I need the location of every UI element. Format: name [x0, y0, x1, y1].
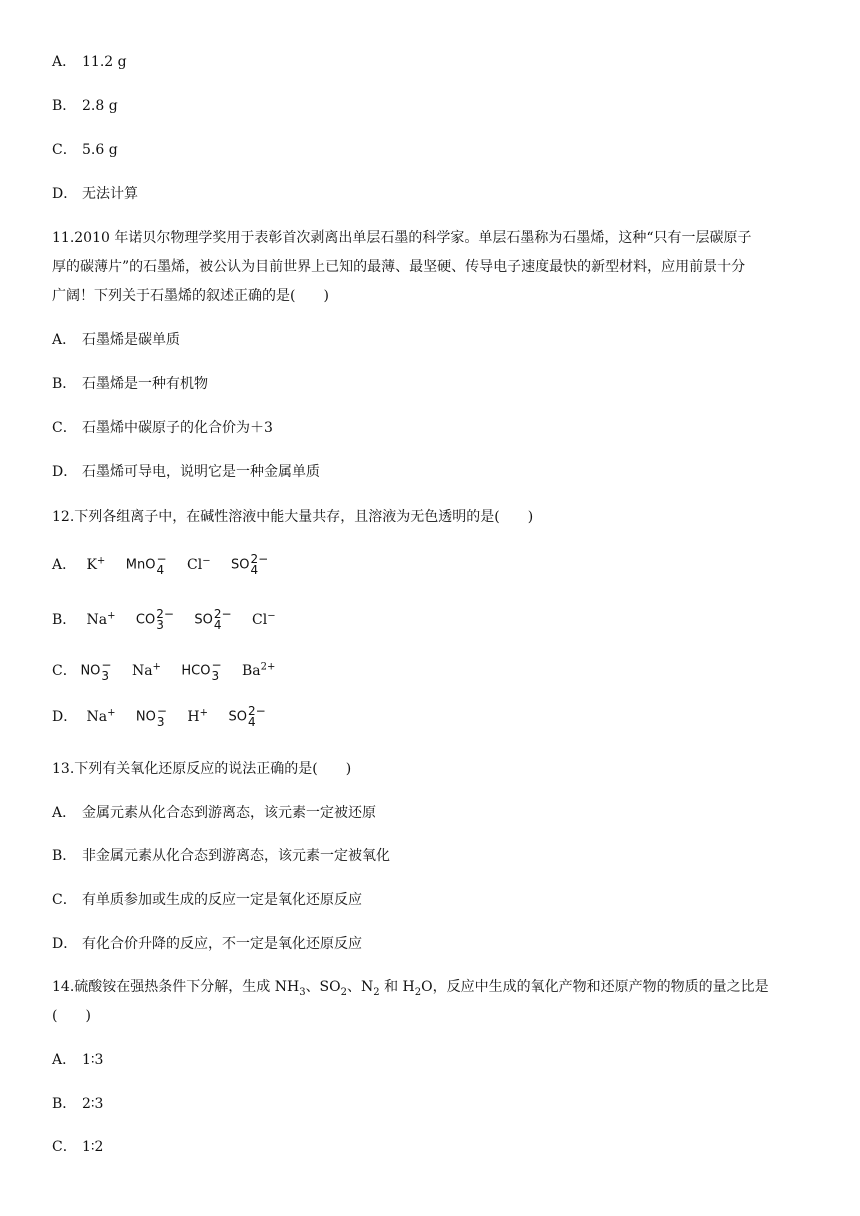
ion-co3: CO 2− 3 [135, 607, 174, 632]
option-letter: C． [52, 1139, 77, 1155]
ion-hco3: HCO − 3 [181, 658, 222, 683]
q12-option-c [52, 660, 291, 682]
option-letter: D． [52, 708, 78, 725]
option-letter: B． [52, 98, 77, 114]
q13-stem: 13.下列有关氧化还原反应的说法正确的是( ) [52, 761, 352, 777]
q12-stem: 12.下列各组离子中，在碱性溶液中能大量共存，且溶液为无色透明的是( ) [52, 509, 534, 525]
option-text: 2∶3 [82, 1096, 104, 1112]
option-text: 石墨烯中碳原子的化合价为＋3 [82, 420, 273, 436]
ion-na: Na+ [86, 706, 116, 725]
ion-cl: Cl− [252, 609, 276, 628]
q11-option-d [52, 462, 320, 482]
ion-cl: Cl− [186, 554, 211, 573]
q13-option-d [52, 934, 362, 954]
q14-option-b [52, 1094, 103, 1114]
option-text: 有化合价升降的反应，不一定是氧化还原反应 [82, 936, 362, 952]
q13-option-c [52, 890, 362, 910]
q12-option-d [52, 706, 282, 728]
q12-option-b [52, 609, 292, 631]
q11-option-b [52, 374, 208, 394]
option-letter: A． [52, 1052, 77, 1068]
q10-option-a [52, 52, 127, 72]
option-text: 无法计算 [82, 186, 138, 202]
ion-na: Na+ [86, 609, 116, 628]
option-letter: D． [52, 936, 78, 952]
option-letter: C． [52, 892, 77, 908]
q11-line-1: 11.2010 年诺贝尔物理学奖用于表彰首次剥离出单层石墨的科学家。单层石墨称为石墨烯，这种“只有一层碳原子 [52, 230, 752, 246]
option-letter: A． [52, 805, 77, 821]
option-text: 石墨烯是一种有机物 [82, 376, 208, 392]
option-letter: B． [52, 611, 77, 628]
ion-no3: NO − 3 [135, 704, 167, 729]
option-text: 1∶2 [82, 1139, 104, 1155]
q10-option-c [52, 140, 118, 160]
option-text: 1∶3 [82, 1052, 104, 1068]
option-text: 石墨烯可导电，说明它是一种金属单质 [82, 464, 320, 480]
option-letter: A． [52, 556, 77, 573]
option-text: 石墨烯是碳单质 [82, 332, 180, 348]
option-letter: D． [52, 464, 78, 480]
option-letter: D． [52, 186, 78, 202]
q14-stem-line-2: ( ) [52, 1008, 91, 1024]
q11-line-2: 厚的碳薄片”的石墨烯，被公认为目前世界上已知的最薄、最坚硬、传导电子速度最快的新型材料，应用前景十分 [52, 259, 746, 275]
option-letter: B． [52, 848, 77, 864]
option-text: 金属元素从化合态到游离态，该元素一定被还原 [82, 805, 376, 821]
ion-so4: SO 2− 4 [194, 607, 232, 632]
option-text: 非金属元素从化合态到游离态，该元素一定被氧化 [82, 848, 390, 864]
option-text: 2.8 g [82, 98, 118, 114]
ion-ba: $Ba^{2+}$ [242, 660, 276, 679]
option-letter: C． [52, 142, 77, 158]
option-letter: B． [52, 1096, 77, 1112]
option-letter: A． [52, 332, 77, 348]
q13-option-b [52, 846, 390, 866]
option-text: 有单质参加或生成的反应一定是氧化还原反应 [82, 892, 362, 908]
q10-option-d [52, 184, 138, 204]
q11-stem [52, 228, 812, 315]
option-text: 11.2 g [82, 54, 127, 70]
q14-option-c [52, 1137, 103, 1157]
q14-option-a [52, 1050, 103, 1070]
q11-option-a [52, 330, 180, 350]
q14-stem-line-1: 14.硫酸铵在强热条件下分解，生成 $NH_3$、$SO_2$、$N_2$ 和 $H_2O$，反应中生成的氧化产物和还原产物的物质的量之比是 [52, 979, 769, 998]
q12-option-a [52, 554, 284, 576]
ion-so4: SO 2− 4 [231, 552, 269, 577]
ion-no3: NO − 3 [80, 658, 112, 683]
option-letter: C． [52, 662, 77, 679]
q11-line-3: 广阔！下列关于石墨烯的叙述正确的是( ) [52, 288, 329, 304]
ion-na: Na+ [131, 660, 161, 679]
q10-option-b [52, 96, 118, 116]
q13-option-a [52, 803, 376, 823]
option-letter: A． [52, 54, 77, 70]
option-letter: B． [52, 376, 77, 392]
ion-k: K+ [86, 554, 106, 573]
ion-so4: SO 2− 4 [228, 704, 266, 729]
option-letter: C． [52, 420, 77, 436]
option-text: 5.6 g [82, 142, 118, 158]
ion-h: H+ [187, 706, 208, 725]
ion-mno4: MnO − 4 [125, 552, 167, 577]
q11-option-c [52, 418, 273, 438]
